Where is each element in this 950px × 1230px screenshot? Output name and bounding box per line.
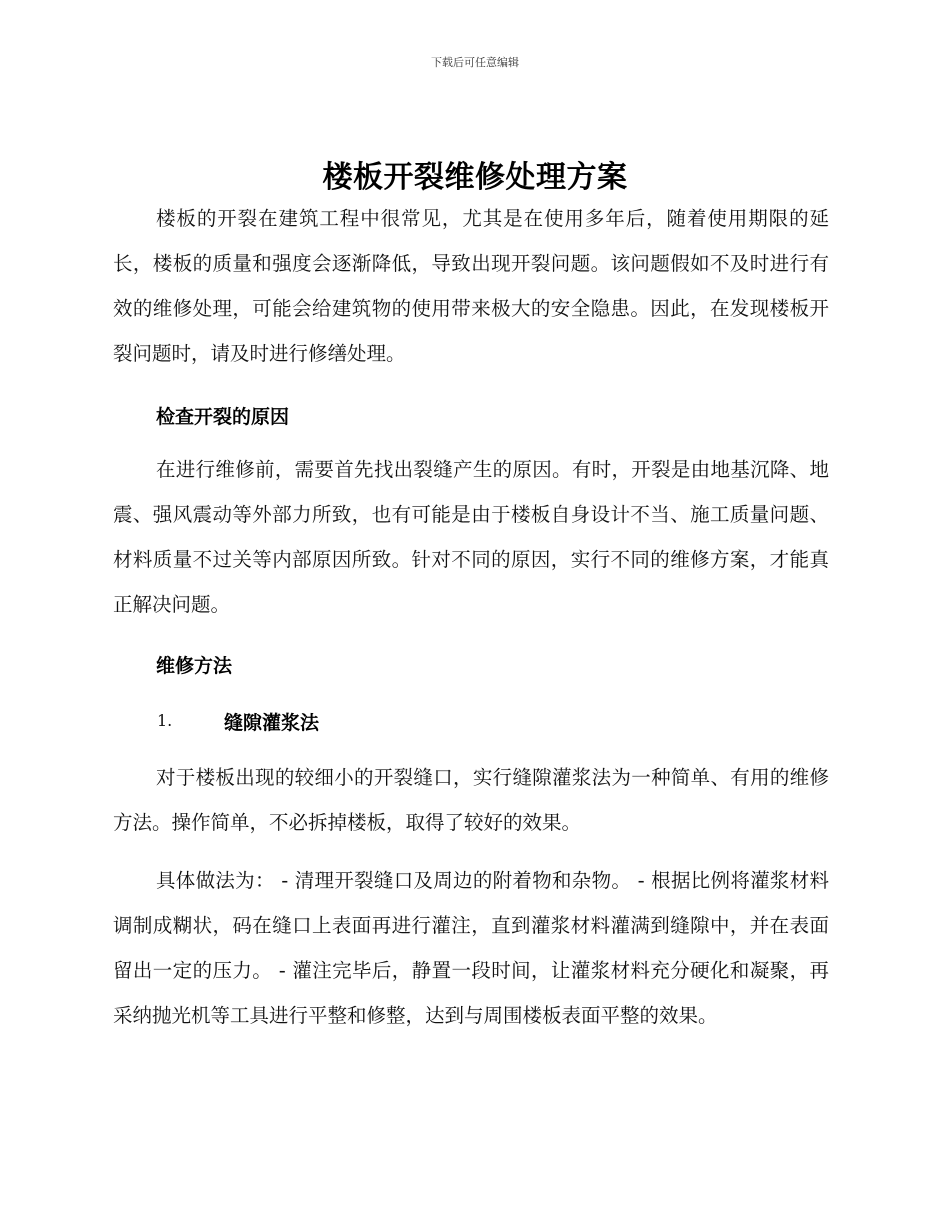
- intro-paragraph: 楼板的开裂在建筑工程中很常见，尤其是在使用多年后，随着使用期限的延长，楼板的质量和强度会逐渐降低，导致出现开裂问题。该问题假如不及时进行有效的维修处理，可能会给建筑物的使用带来极大的安全隐患。因此，在发现楼板开裂问题时，请及时进行修缮处理。: [113, 207, 829, 365]
- section-heading-cause: 检查开裂的原因: [156, 406, 290, 428]
- cause-paragraph: 在进行维修前，需要首先找出裂缝产生的原因。有时，开裂是由地基沉降、地震、强风震动等外部力所致，也有可能是由于楼板自身设计不当、施工质量问题、材料质量不过关等内部原因所致。针对不同的原因，实行不同的维修方案，才能真正解决问题。: [113, 458, 829, 616]
- document-title: 楼板开裂维修处理方案: [322, 160, 628, 195]
- grouting-paragraph: 对于楼板出现的较细小的开裂缝口，实行缝隙灌浆法为一种简单、有用的维修方法。操作简单，不必拆掉楼板，取得了较好的效果。: [113, 766, 829, 834]
- page-header-note: 下载后可任意编辑: [431, 56, 519, 69]
- list-item-heading-grouting: 缝隙灌浆法: [224, 712, 320, 734]
- grouting-steps-paragraph: 具体做法为： - 清理开裂缝口及周边的附着物和杂物。 - 根据比例将灌浆材料调制成糊状，码在缝口上表面再进行灌注，直到灌浆材料灌满到缝隙中，并在表面留出一定的压力。 - 灌注完毕后，静置一段时间，让灌浆材料充分硬化和凝聚，再采纳抛光机等工具进行平整和修整，达到与周围楼板表面平整的效果。: [113, 869, 829, 1027]
- list-item-number: 1.: [157, 711, 173, 730]
- section-heading-repair-methods: 维修方法: [156, 655, 233, 677]
